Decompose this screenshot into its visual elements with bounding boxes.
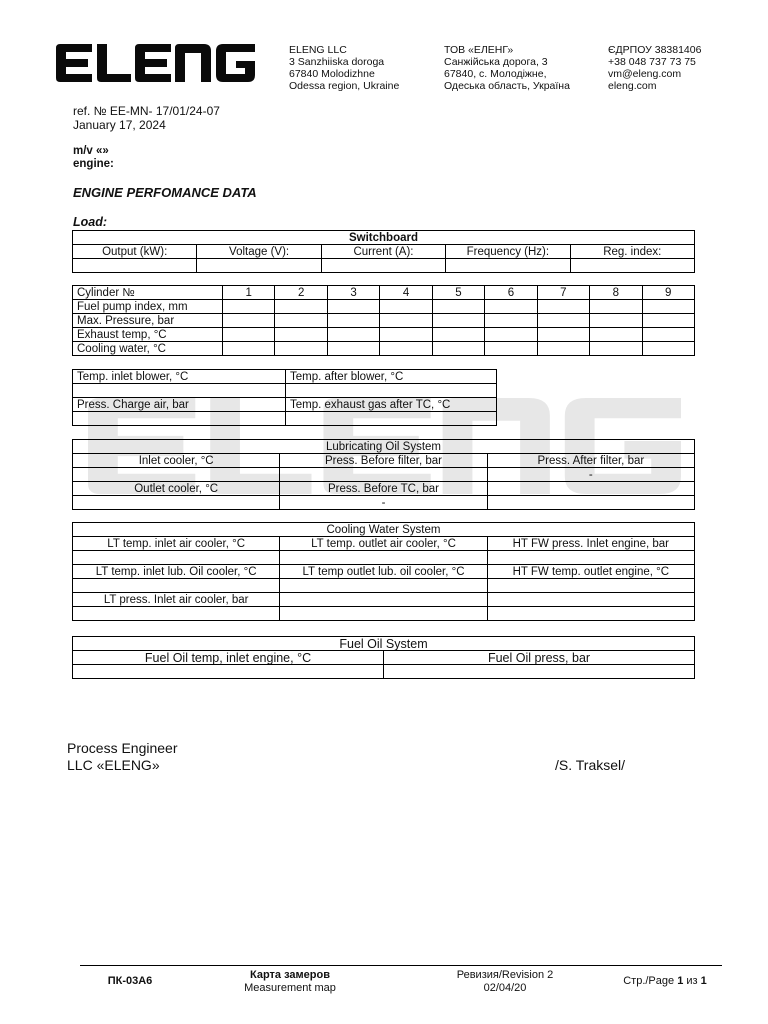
address-ua: [444, 44, 570, 92]
ref-date: January 17, 2024: [73, 118, 166, 132]
cooling-water-label: HT FW press. Inlet engine, bar: [487, 537, 694, 551]
fuel-oil-value-cell[interactable]: [73, 665, 384, 679]
cooling-water-value-cell[interactable]: [487, 551, 694, 565]
cylinder-value-cell[interactable]: [432, 314, 484, 328]
vessel-block: [73, 145, 114, 171]
page-current: 1: [677, 975, 684, 987]
cylinder-number: 6: [485, 286, 537, 300]
cylinder-value-cell[interactable]: [223, 314, 275, 328]
contact-line: ЄДРПОУ 38381406: [608, 44, 702, 56]
cooling-water-value-cell[interactable]: [487, 579, 694, 593]
cylinder-value-cell[interactable]: [590, 300, 642, 314]
lube-oil-value-cell[interactable]: [487, 496, 694, 510]
lube-oil-value-cell[interactable]: -: [280, 496, 487, 510]
contacts: [608, 44, 701, 92]
cylinder-value-cell[interactable]: [327, 328, 379, 342]
fuel-oil-label: Fuel Oil press, bar: [384, 651, 695, 665]
cylinder-number: 8: [590, 286, 642, 300]
cylinder-value-cell[interactable]: [642, 342, 695, 356]
eleng-logo: [56, 44, 256, 82]
signature-company: LLC «ELENG»: [67, 757, 160, 773]
cylinder-value-cell[interactable]: [485, 300, 537, 314]
cooling-water-label: LT temp. outlet air cooler, °C: [280, 537, 487, 551]
address-ua-line: Санжійська дорога, 3: [444, 56, 548, 68]
cylinder-row-label: Fuel pump index, mm: [73, 300, 223, 314]
cylinder-row-label: Max. Pressure, bar: [73, 314, 223, 328]
lube-oil-title: Lubricating Oil System: [73, 440, 695, 454]
cylinder-number: 3: [327, 286, 379, 300]
cooling-water-label: LT temp. inlet lub. Oil cooler, °C: [73, 565, 280, 579]
cooling-water-table: [72, 522, 695, 621]
cylinder-value-cell[interactable]: [590, 342, 642, 356]
footer-title-ru: Карта замеров: [250, 969, 330, 981]
cylinder-number: 5: [432, 286, 484, 300]
page-total: 1: [700, 975, 707, 987]
cylinder-value-cell[interactable]: [485, 328, 537, 342]
address-ua-line: ТОВ «ЕЛЕНГ»: [444, 44, 514, 56]
address-en-line: Odessa region, Ukraine: [289, 80, 400, 92]
cylinder-value-cell[interactable]: [223, 342, 275, 356]
address-en-line: ELENG LLC: [289, 44, 347, 56]
cooling-water-label: LT press. Inlet air cooler, bar: [73, 593, 280, 607]
cooling-water-value-cell[interactable]: [280, 551, 487, 565]
switchboard-value-cell[interactable]: [321, 259, 445, 273]
footer-revision-date: 02/04/20: [483, 982, 527, 994]
switchboard-header: Reg. index:: [570, 245, 694, 259]
switchboard-value-cell[interactable]: [570, 259, 694, 273]
cylinder-value-cell[interactable]: [642, 328, 695, 342]
fuel-oil-table: [72, 636, 695, 679]
cylinder-row-label: Exhaust temp, °C: [73, 328, 223, 342]
cooling-water-value-cell[interactable]: [280, 607, 487, 621]
lube-oil-label: Press. Before TC, bar: [280, 482, 487, 496]
blower-label: Temp. exhaust gas after TC, °C: [286, 398, 497, 412]
address-en-line: 67840 Molodizhne: [289, 68, 375, 80]
cylinder-value-cell[interactable]: [380, 342, 432, 356]
signature-block: [67, 740, 178, 774]
blower-label: Temp. inlet blower, °C: [73, 370, 286, 384]
cooling-water-label: [487, 593, 694, 607]
cylinder-value-cell[interactable]: [642, 314, 695, 328]
cylinder-value-cell[interactable]: [327, 314, 379, 328]
blower-value-cell[interactable]: [73, 384, 286, 398]
lube-oil-label: Press. Before filter, bar: [280, 454, 487, 468]
cylinder-row-label: Cooling water, °C: [73, 342, 223, 356]
cylinder-value-cell[interactable]: [380, 300, 432, 314]
cylinder-value-cell[interactable]: [380, 314, 432, 328]
cylinder-value-cell[interactable]: [380, 328, 432, 342]
address-ua-line: Одеська область, Україна: [444, 80, 570, 92]
cylinder-value-cell[interactable]: [275, 314, 327, 328]
cylinder-value-cell[interactable]: [327, 342, 379, 356]
load-label: Load:: [73, 215, 108, 229]
cooling-water-title: Cooling Water System: [73, 523, 695, 537]
address-ua-line: 67840, с. Молодіжне,: [444, 68, 547, 80]
blower-value-cell[interactable]: [286, 412, 497, 426]
engine-label: engine:: [73, 158, 114, 170]
cylinder-value-cell[interactable]: [223, 300, 275, 314]
switchboard-value-cell[interactable]: [446, 259, 570, 273]
cylinder-table: [72, 285, 695, 356]
cooling-water-value-cell[interactable]: [73, 607, 280, 621]
address-en-line: 3 Sanzhiiska doroga: [289, 56, 385, 68]
cooling-water-label: [280, 593, 487, 607]
switchboard-table: [72, 230, 695, 273]
fuel-oil-title: Fuel Oil System: [73, 637, 695, 651]
cylinder-number: 1: [223, 286, 275, 300]
cylinder-value-cell[interactable]: [485, 342, 537, 356]
cylinder-value-cell[interactable]: [275, 328, 327, 342]
lube-oil-label: Inlet cooler, °C: [73, 454, 280, 468]
lube-oil-table: [72, 439, 695, 510]
footer-form-code: ПК-03А6: [107, 975, 153, 987]
cylinder-value-cell[interactable]: [432, 342, 484, 356]
cylinder-value-cell[interactable]: [432, 300, 484, 314]
cylinder-number: 2: [275, 286, 327, 300]
cylinder-number: 7: [537, 286, 589, 300]
page-separator: из: [686, 975, 698, 987]
fuel-oil-label: Fuel Oil temp, inlet engine, °C: [73, 651, 384, 665]
blower-label: Press. Charge air, bar: [73, 398, 286, 412]
cooling-water-value-cell[interactable]: [73, 551, 280, 565]
vessel-label: m/v «»: [73, 145, 109, 157]
cylinder-value-cell[interactable]: [537, 342, 589, 356]
cylinder-value-cell[interactable]: [537, 314, 589, 328]
footer-revision: [440, 969, 570, 995]
switchboard-header: Voltage (V):: [197, 245, 321, 259]
reference-block: [73, 104, 220, 132]
cooling-water-label: LT temp outlet lub. oil cooler, °C: [280, 565, 487, 579]
blower-value-cell[interactable]: [286, 384, 497, 398]
lube-oil-value-cell[interactable]: [73, 496, 280, 510]
cylinder-value-cell[interactable]: [485, 314, 537, 328]
cylinder-value-cell[interactable]: [642, 300, 695, 314]
page-prefix: Стр./Page: [623, 975, 675, 987]
lube-oil-label: Press. After filter, bar: [487, 454, 694, 468]
cooling-water-value-cell[interactable]: [487, 607, 694, 621]
blower-table: [72, 369, 497, 426]
cylinder-number: 4: [380, 286, 432, 300]
lube-oil-label: [487, 482, 694, 496]
switchboard-header: Output (kW):: [73, 245, 197, 259]
cylinder-value-cell[interactable]: [537, 300, 589, 314]
lube-oil-value-cell[interactable]: [73, 468, 280, 482]
footer-form-title: [220, 969, 360, 995]
signature-name: /S. Traksel/: [555, 757, 626, 773]
cooling-water-value-cell[interactable]: [280, 579, 487, 593]
cylinder-value-cell[interactable]: [275, 300, 327, 314]
cylinder-value-cell[interactable]: [223, 328, 275, 342]
contact-line: +38 048 737 73 75: [608, 56, 696, 68]
cylinder-value-cell[interactable]: [590, 314, 642, 328]
ref-number: ref. № EE-MN- 17/01/24-07: [73, 104, 220, 118]
switchboard-title: Switchboard: [73, 231, 695, 245]
lube-oil-value-cell[interactable]: [280, 468, 487, 482]
cooling-water-value-cell[interactable]: [73, 579, 280, 593]
switchboard-header: Frequency (Hz):: [446, 245, 570, 259]
cylinder-value-cell[interactable]: [432, 328, 484, 342]
switchboard-header: Current (A):: [321, 245, 445, 259]
blower-label: Temp. after blower, °C: [286, 370, 497, 384]
footer-title-en: Measurement map: [244, 982, 336, 994]
lube-oil-value-cell[interactable]: -: [487, 468, 694, 482]
address-en: [289, 44, 399, 92]
switchboard-value-cell[interactable]: [73, 259, 197, 273]
footer-page-number: [610, 975, 720, 988]
document-title: ENGINE PERFOMANCE DATA: [73, 185, 257, 200]
signature-position: Process Engineer: [67, 740, 178, 756]
cylinder-value-cell[interactable]: [327, 300, 379, 314]
lube-oil-label: Outlet cooler, °C: [73, 482, 280, 496]
contact-email[interactable]: vm@eleng.com: [608, 68, 682, 80]
cylinder-value-cell[interactable]: [590, 328, 642, 342]
footer-revision-label: Ревизия/Revision 2: [456, 969, 554, 981]
cylinder-number: 9: [642, 286, 695, 300]
cooling-water-label: HT FW temp. outlet engine, °C: [487, 565, 694, 579]
contact-website[interactable]: eleng.com: [608, 80, 657, 92]
footer-divider: [80, 965, 722, 966]
fuel-oil-value-cell[interactable]: [384, 665, 695, 679]
switchboard-value-cell[interactable]: [197, 259, 321, 273]
blower-value-cell[interactable]: [73, 412, 286, 426]
cylinder-value-cell[interactable]: [275, 342, 327, 356]
cylinder-value-cell[interactable]: [537, 328, 589, 342]
cooling-water-label: LT temp. inlet air cooler, °C: [73, 537, 280, 551]
cylinder-header-label: Cylinder №: [73, 286, 223, 300]
